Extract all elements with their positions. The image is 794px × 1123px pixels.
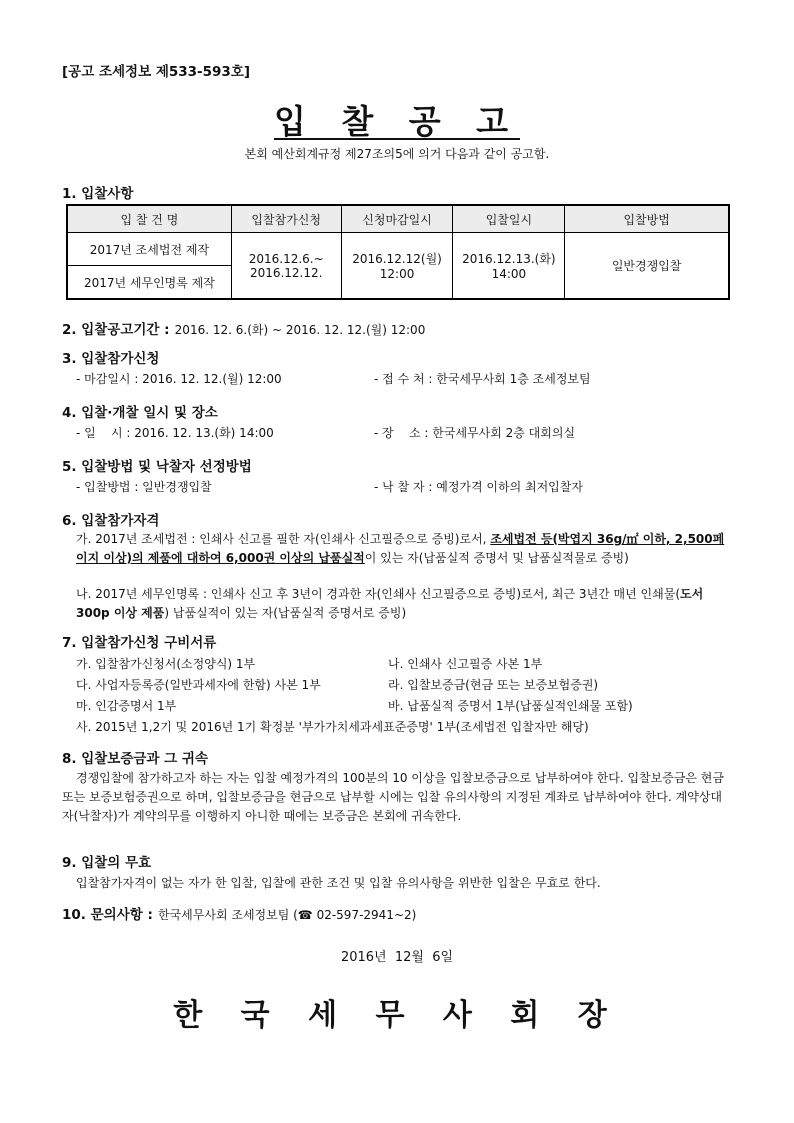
document-item: 다. 사업자등록증(일반과세자에 한함) 사본 1부	[76, 678, 321, 692]
section-10	[62, 903, 416, 923]
section-8-heading: 8. 입찰보증금과 그 귀속	[62, 751, 208, 767]
intro-text: 본회 예산회계규정 제27조의5에 의거 다음과 같이 공고함.	[244, 147, 550, 161]
section-2	[62, 318, 425, 338]
section-2-heading: 2. 입찰공고기간 :	[62, 322, 170, 338]
apply-period-end: 2016.12.12.	[249, 265, 323, 280]
document-item: 나. 인쇄사 신고필증 사본 1부	[388, 657, 543, 671]
winner-selection: - 낙 찰 자 : 예정가격 이하의 최저입찰자	[374, 480, 583, 494]
table-header-row	[67, 205, 729, 233]
invalid-bid-text: 입찰참가자격이 없는 자가 한 입찰, 입찰에 관한 조건 및 입찰 유의사항을 위반한 입찰은 무효로 한다.	[76, 876, 601, 890]
notice-reference: [공고 조세정보 제533-593호]	[62, 64, 251, 80]
header-cell: 신청마감일시	[341, 205, 453, 233]
bid-date-cell	[453, 233, 565, 300]
header-cell: 입찰방법	[565, 205, 729, 233]
application-deadline: - 마감일시 : 2016. 12. 12.(월) 12:00	[76, 372, 282, 386]
section-5-heading: 5. 입찰방법 및 낙찰자 선정방법	[62, 459, 252, 475]
section-6-heading: 6. 입찰참가자격	[62, 513, 160, 529]
item-name-cell: 2017년 세무인명록 제작	[67, 266, 231, 300]
bid-time: 14:00	[491, 267, 527, 281]
bid-table	[66, 204, 730, 300]
qualification-na-emphasis: 도서 300p 이상 제품	[76, 587, 704, 620]
bid-deposit-text: 경쟁입찰에 참가하고자 하는 자는 입찰 예정가격의 100분의 10 이상을 입찰보증금으로 납부하여야 한다. 입찰보증금은 현금 또는 보증보험증권으로 하며, 입찰보증금을 현금으로 납부할 시에는 입찰 유의사항의 지정된 계좌로 납부하여야 한다. 계약상대자(낙찰자)가 계약의무를 이행하지 아니한 때에는 보증금은 본회에 귀속한다.	[62, 771, 724, 823]
document-item: 사. 2015년 1,2기 및 2016년 1기 확정분 '부가가치세과세표준증명' 1부(조세법전 입찰자만 해당)	[76, 720, 589, 734]
document-item: 가. 입찰참가신청서(소정양식) 1부	[76, 657, 256, 671]
deadline-date: 2016.12.12(월)	[352, 252, 442, 266]
title-text: 입 찰 공 고	[274, 102, 520, 141]
organization-signature: 한 국 세 무 사 회 장	[173, 998, 621, 1033]
qualification-ga	[76, 530, 732, 568]
notice-period: 2016. 12. 6.(화) ~ 2016. 12. 12.(월) 12:00	[174, 323, 426, 337]
section-3-heading: 3. 입찰참가신청	[62, 351, 160, 367]
page-title	[0, 96, 794, 143]
header-cell: 입 찰 건 명	[67, 205, 231, 233]
bid-method-cell: 일반경쟁입찰	[565, 233, 729, 300]
section-10-heading: 10. 문의사항 :	[62, 907, 153, 923]
bid-method: - 입찰방법 : 일반경쟁입찰	[76, 480, 212, 494]
contact-info: 한국세무사회 조세정보팀 (☎ 02-597-2941~2)	[157, 908, 417, 922]
table-row	[67, 233, 729, 266]
document-item: 라. 입찰보증금(현금 또는 보증보험증권)	[388, 678, 599, 692]
bid-date: 2016.12.13.(화)	[462, 252, 556, 266]
header-cell: 입찰참가신청	[231, 205, 341, 233]
qualification-na-text: 나. 2017년 세무인명록 : 인쇄사 신고 후 3년이 경과한 자(인쇄사 신고필증으로 증빙)로서, 최근 3년간 매년 인쇄물(	[76, 587, 681, 601]
qualification-ga-tail: 이 있는 자(납품실적 증명서 및 납품실적물로 증빙)	[364, 551, 629, 565]
section-9-heading: 9. 입찰의 무효	[62, 855, 152, 871]
qualification-ga-emphasis: 조세법전 등(박엽지 36g/㎡ 이하, 2,500페이지 이상)의 제품에 대하여 6,000권 이상의 납품실적	[76, 532, 725, 565]
section-1-heading: 1. 입찰사항	[62, 186, 134, 202]
qualification-ga-text: 가. 2017년 조세법전 : 인쇄사 신고를 필한 자(인쇄사 신고필증으로 증빙)로서,	[76, 532, 491, 546]
deadline-time: 12:00	[379, 267, 415, 281]
apply-period-start: 2016.12.6.~	[248, 251, 324, 266]
document-item: 마. 인감증명서 1부	[76, 699, 177, 713]
bid-datetime: - 일 시 : 2016. 12. 13.(화) 14:00	[76, 426, 274, 440]
apply-period-cell	[231, 233, 341, 300]
qualification-na-tail: ) 납품실적이 있는 자(납품실적 증명서로 증빙)	[164, 606, 407, 620]
section-7-heading: 7. 입찰참가신청 구비서류	[62, 635, 217, 651]
qualification-na	[76, 585, 732, 623]
application-place: - 접 수 처 : 한국세무사회 1층 조세정보팀	[374, 372, 591, 386]
section-4-heading: 4. 입찰·개찰 일시 및 장소	[62, 405, 218, 421]
document-item: 바. 납품실적 증명서 1부(납품실적인쇄물 포함)	[388, 699, 633, 713]
header-cell: 입찰일시	[453, 205, 565, 233]
item-name-cell: 2017년 조세법전 제작	[67, 233, 231, 266]
deadline-cell	[341, 233, 453, 300]
notice-date: 2016년 12월 6일	[340, 950, 454, 965]
bid-place: - 장 소 : 한국세무사회 2층 대회의실	[374, 426, 576, 440]
